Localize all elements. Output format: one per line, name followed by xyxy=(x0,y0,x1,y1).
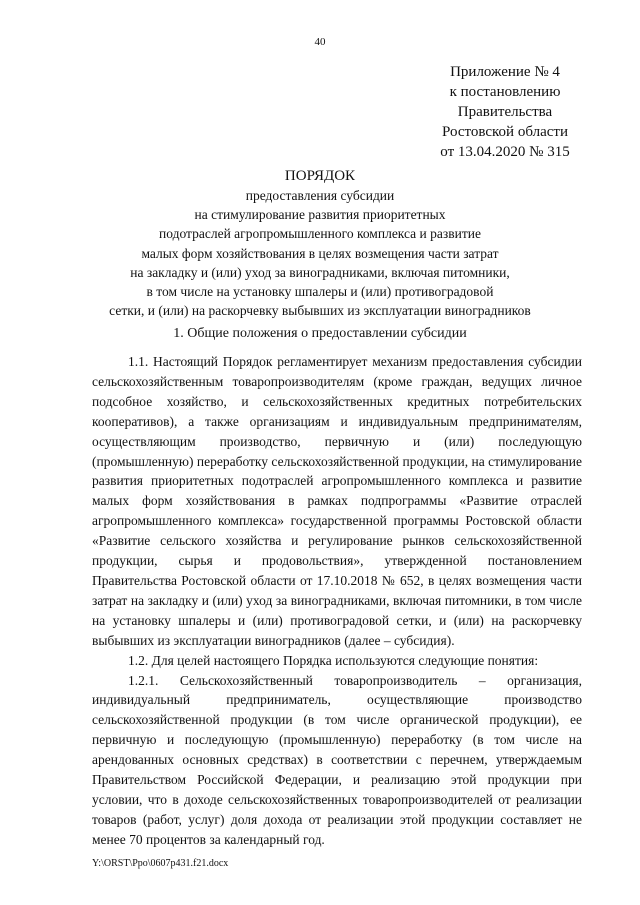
footer-file-path: Y:\ORST\Ppo\0607p431.f21.docx xyxy=(92,858,229,869)
paragraph-1-1: 1.1. Настоящий Порядок регламентирует механизм предоставления субсидии сельскохозяйственным товаропроизводителям (кроме граждан, ведущих личное подсобное хозяйство, и сельскохозяйственных кредитных потребительских кооперативов), а также организациям и индивидуальным предпринимателям, осуществляющим производство, первичную и (или) последующую (промышленную) переработку сельскохозяйственной продукции, на стимулирование развития приоритетных подотраслей агропромышленного комплекса и развитие малых форм хозяйствования в рамках подпрограммы «Развитие отраслей агропромышленного комплекса» государственной программы Ростовской области «Развитие сельского хозяйства и регулирование рынков сельскохозяйственной продукции, сырья и продовольствия», утвержденной постановлением Правительства Ростовской области от 17.10.2018 № 652, в целях возмещения части затрат на закладку и (или) уход за виноградниками, включая питомники, в том числе на установку шпалеры и (или) противоградовой сетки, и (или) на раскорчевку выбывших из эксплуатации виноградников (далее – субсидия). xyxy=(92,354,582,648)
appendix-line: Приложение № 4 xyxy=(450,64,560,80)
title-line: сетки, и (или) на раскорчевку выбывших из эксплуатации виноградников xyxy=(109,303,531,319)
appendix-line: Ростовской области xyxy=(442,124,568,140)
appendix-line: от 13.04.2020 № 315 xyxy=(440,144,570,160)
title-line: предоставления субсидии xyxy=(245,188,395,203)
title-line: малых форм хозяйствования в целях возмещения части затрат xyxy=(141,245,499,261)
appendix-line: Правительства xyxy=(457,104,553,120)
document-title: ПОРЯДОК xyxy=(284,168,356,184)
section-heading: 1. Общие положения о предоставлении субсидии xyxy=(173,326,467,341)
paragraph-1-2-1: 1.2.1. Сельскохозяйственный товаропроизводитель – организация, индивидуальный предприниматель, осуществляющие производство сельскохозяйственной продукции (в том числе органической продукции), ее первичную и последующую (промышленную) переработку (в том числе на арендованных основных средствах) в соответствии с перечнем, утверждаемым Правительством Российской Федерации, и реализацию этой продукции при условии, что в доходе сельскохозяйственных товаропроизводителей от реализации товаров (работ, услуг) доля дохода от реализации этой продукции составляет не менее 70 процентов за календарный год. xyxy=(92,672,582,847)
paragraph-1-2: 1.2. Для целей настоящего Порядка используются следующие понятия: xyxy=(128,652,539,668)
title-line: подотраслей агропромышленного комплекса и развитие xyxy=(159,226,481,242)
appendix-line: к постановлению xyxy=(449,84,561,100)
title-line: в том числе на установку шпалеры и (или) противоградовой xyxy=(146,284,494,300)
body-text xyxy=(92,352,582,850)
document-title-block xyxy=(60,166,580,320)
title-line: на стимулирование развития приоритетных xyxy=(194,207,446,223)
page-number: 40 xyxy=(314,36,326,48)
title-line: на закладку и (или) уход за виноградниками, включая питомники, xyxy=(130,264,510,280)
appendix-block xyxy=(430,62,580,162)
